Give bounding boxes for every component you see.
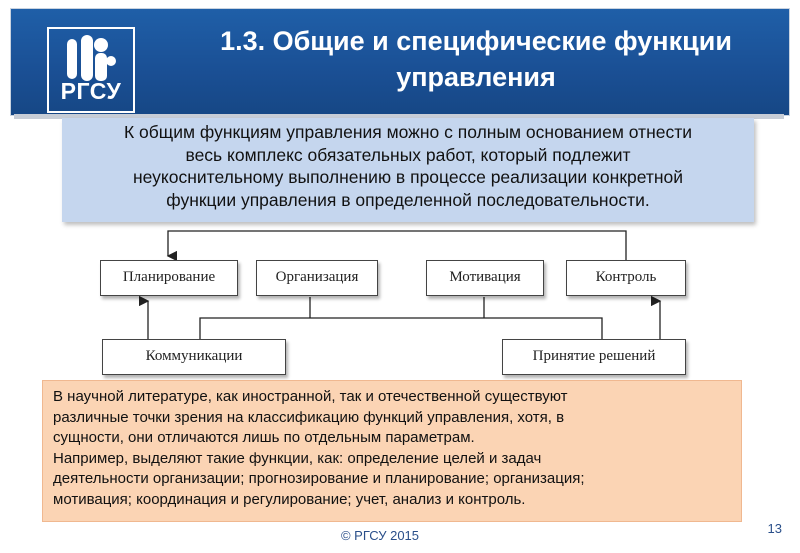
node-communications <box>102 339 286 375</box>
note-line: различные точки зрения на классификацию функций управления, хотя, в <box>53 408 565 426</box>
intro-text-box <box>62 118 754 222</box>
header-banner <box>10 8 790 116</box>
feedback-connector <box>168 231 626 260</box>
page-number: 13 <box>767 521 782 536</box>
note-line: В научной литературе, как иностранной, так и отечественной существуют <box>53 388 568 405</box>
node-control-label: Контроль <box>595 269 657 285</box>
footer-copyright: © РГСУ 2015 <box>340 528 420 543</box>
note-line: сущности, они отличаются лишь по отдельным параметрам. <box>53 429 475 446</box>
rgsu-logo <box>47 27 135 113</box>
node-decision-making-label: Принятие решений <box>532 348 656 364</box>
note-text-box <box>42 380 742 522</box>
node-organization-label: Организация <box>275 269 359 285</box>
node-organization <box>256 260 378 296</box>
intro-line: весь комплекс обязательных работ, который подлежит <box>185 144 631 165</box>
intro-line: функции управления в определенной последовательности. <box>166 189 650 210</box>
title-line-2: управления <box>396 62 556 92</box>
intro-line: неукоснительному выполнению в процессе реализации конкретной <box>132 167 684 187</box>
node-motivation <box>426 260 544 296</box>
title-line-1: 1.3. Общие и специфические функции <box>220 26 732 56</box>
node-planning <box>100 260 238 296</box>
node-motivation-label: Мотивация <box>449 269 521 285</box>
node-control <box>566 260 686 296</box>
intro-line: К общим функциям управления можно с полным основанием отнести <box>123 122 693 142</box>
page-title <box>161 23 791 95</box>
logo-text: РГСУ <box>60 78 122 104</box>
note-line: мотивация; координация и регулирование; учет, анализ и контроль. <box>53 490 526 508</box>
bus-connector <box>200 318 602 339</box>
node-decision-making <box>502 339 686 375</box>
note-line: Например, выделяют такие функции, как: определение целей и задач <box>53 449 542 467</box>
node-communications-label: Коммуникации <box>145 348 243 364</box>
note-line: деятельности организации; прогнозирование и планирование; организация; <box>53 470 585 487</box>
node-planning-label: Планирование <box>122 269 216 285</box>
